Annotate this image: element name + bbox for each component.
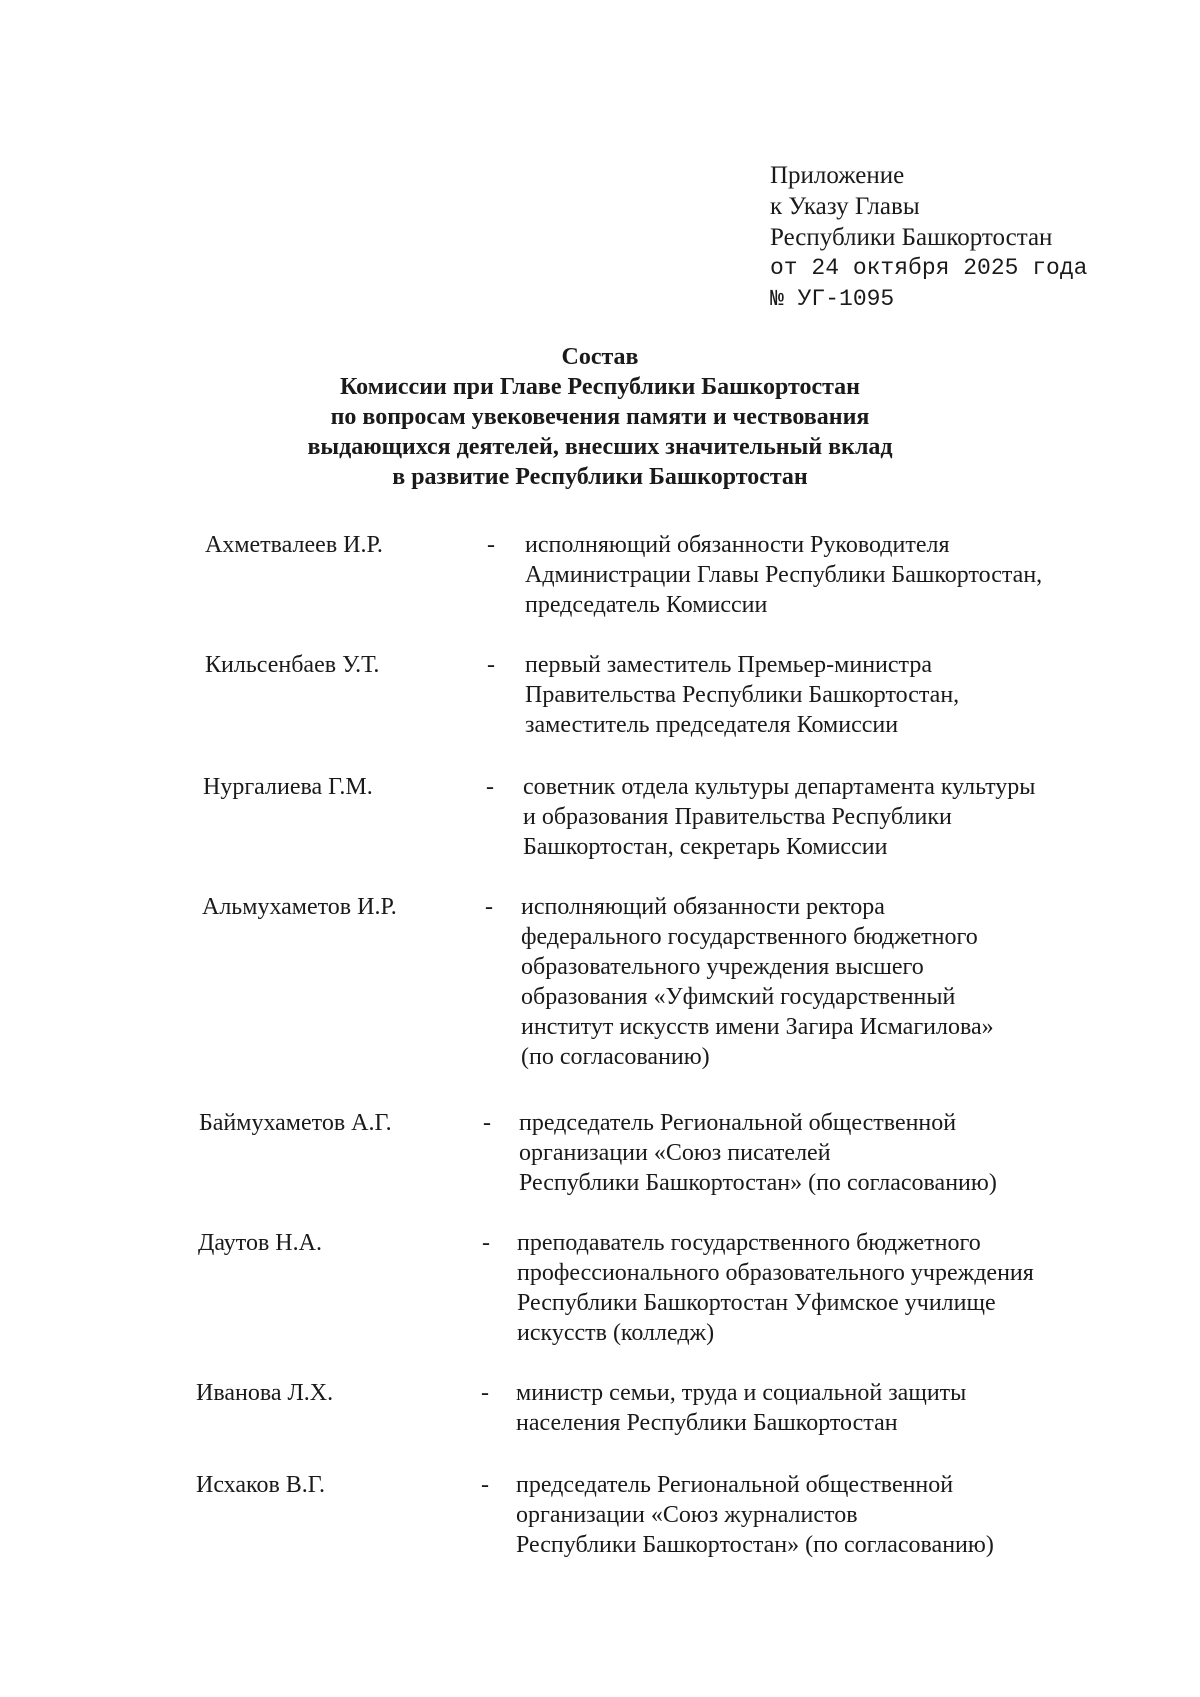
appendix-header [770,160,1087,315]
member-name: Кильсенбаев У.Т. [205,652,380,678]
member-name: Нургалиева Г.М. [203,774,373,800]
member-position-line: исполняющий обязанности ректора [521,894,885,920]
member-dash: - [481,1380,489,1406]
member-position [516,1470,1136,1560]
member-position-line: и образования Правительства Республики [523,804,952,830]
title-line-5: в развитие Республики Башкортостан [392,464,808,490]
member-position-line: Башкортостан, секретарь Комиссии [523,834,888,860]
title-line-3: по вопросам увековечения памяти и чествования [330,404,870,430]
member-position [516,1378,1136,1438]
member-position-line: Правительства Республики Башкортостан, [525,682,960,708]
member-position-line: исполняющий обязанности Руководителя [525,532,950,558]
member-name: Ахметвалеев И.Р. [205,532,383,558]
member-name: Баймухаметов А.Г. [199,1110,392,1136]
appendix-republic: Республики Башкортостан [770,224,1053,251]
member-dash: - [483,1110,491,1136]
member-dash: - [481,1472,489,1498]
member-name: Даутов Н.А. [198,1230,322,1256]
document-title [160,342,1040,492]
member-position-line: председатель Региональной общественной [519,1110,957,1136]
member-position [525,650,1145,740]
member-dash: - [487,532,495,558]
title-line-2: Комиссии при Главе Республики Башкортостан [339,374,861,400]
appendix-decree-ref: к Указу Главы [770,193,920,220]
member-dash: - [485,894,493,920]
title-line-1: Состав [561,344,639,370]
member-position-line: заместитель председателя Комиссии [525,712,899,738]
member-position-line: Администрации Главы Республики Башкортостан, [525,562,1043,588]
member-position-line: Республики Башкортостан» (по согласованию) [519,1170,997,1196]
member-dash: - [487,652,495,678]
member-position-line: председатель Комиссии [525,592,768,618]
member-position-line: образовательного учреждения высшего [521,954,924,980]
member-name: Исхаков В.Г. [196,1472,325,1498]
member-dash: - [482,1230,490,1256]
member-name: Альмухаметов И.Р. [202,894,397,920]
member-position-line: профессионального образовательного учреждения [517,1260,1034,1286]
member-position-line: институт искусств имени Загира Исмагилова» [521,1014,994,1040]
member-position [523,772,1143,862]
member-position-line: Республики Башкортостан» (по согласованию) [516,1532,994,1558]
member-position-line: Республики Башкортостан Уфимское училище [517,1290,996,1316]
member-dash: - [486,774,494,800]
member-position-line: организации «Союз писателей [519,1140,831,1166]
member-position-line: организации «Союз журналистов [516,1502,858,1528]
member-position-line: искусств (колледж) [517,1320,715,1346]
member-position [519,1108,1139,1198]
member-position-line: (по согласованию) [521,1044,710,1070]
title-line-4: выдающихся деятелей, внесших значительный вклад [307,434,893,460]
member-position [525,530,1145,620]
member-name: Иванова Л.Х. [196,1380,334,1406]
appendix-number: № УГ-1095 [770,286,895,312]
member-position [521,892,1141,1072]
member-position [517,1228,1137,1348]
member-position-line: населения Республики Башкортостан [516,1410,898,1436]
appendix-date: от 24 октября 2025 года [770,255,1088,281]
member-position-line: первый заместитель Премьер-министра [525,652,932,678]
member-position-line: преподаватель государственного бюджетного [517,1230,981,1256]
member-position-line: председатель Региональной общественной [516,1472,954,1498]
member-position-line: образования «Уфимский государственный [521,984,956,1010]
member-position-line: федерального государственного бюджетного [521,924,978,950]
member-position-line: советник отдела культуры департамента культуры [523,774,1036,800]
appendix-label: Приложение [770,162,905,189]
member-position-line: министр семьи, труда и социальной защиты [516,1380,967,1406]
